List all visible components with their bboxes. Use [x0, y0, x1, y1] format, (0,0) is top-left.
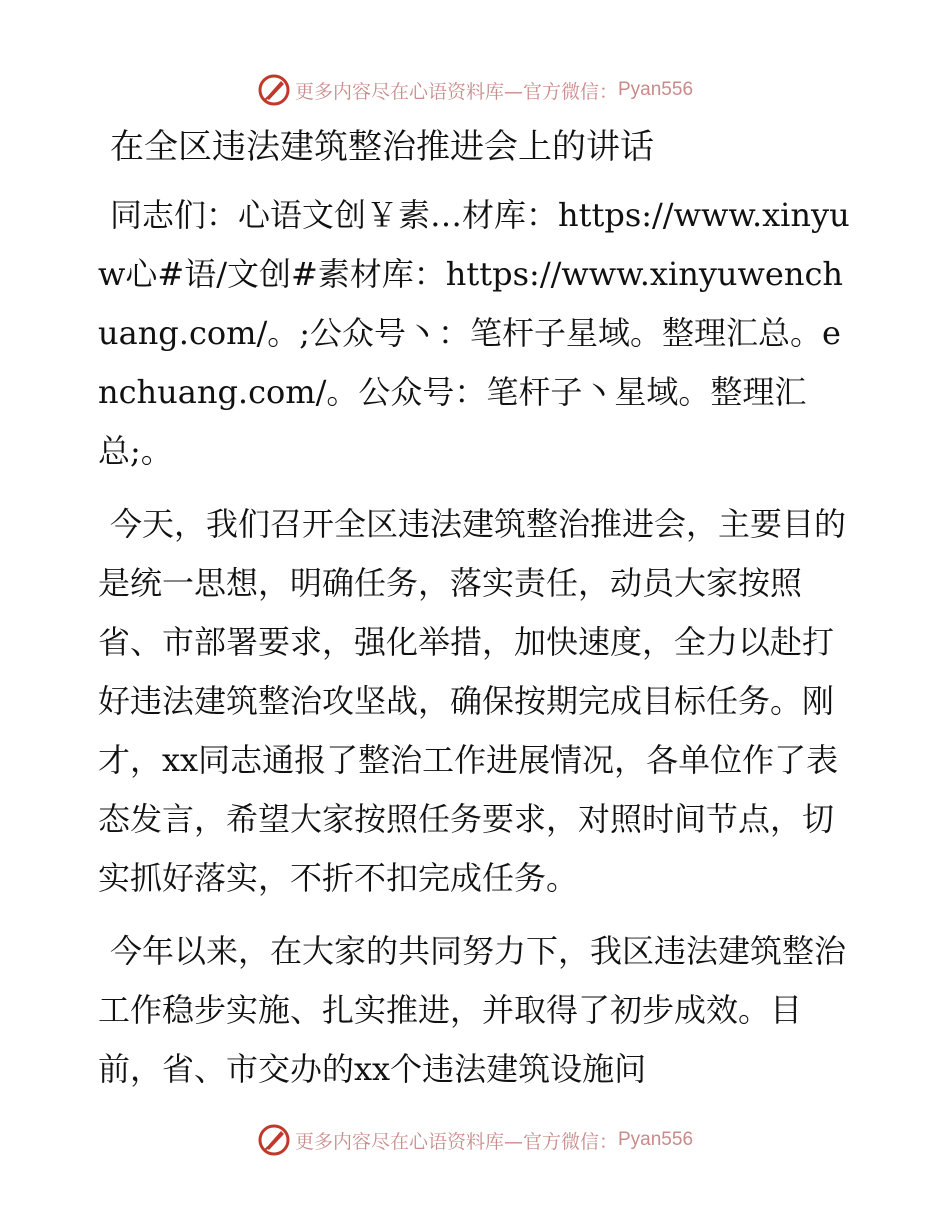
paragraph-progress: 今年以来，在大家的共同努力下，我区违法建筑整治工作稳步实施、扎实推进，并取得了初步成效。目前，省、市交办的xx个违法建筑设施问 [98, 932, 847, 1088]
paragraph-intro: 今天，我们召开全区违法建筑整治推进会，主要目的是统一思想，明确任务，落实责任，动员大家按照省、市部署要求，强化举措，加快速度，全力以赴打好违法建筑整治攻坚战，确保按期完成目标任务。刚才，xx同志通报了整治工作进展情况，各单位作了表态发言，希望大家按照任务要求，对照时间节点，切实抓好落实，不折不扣完成任务。 [98, 505, 847, 897]
banner-wechat-id: Pyan556 [618, 79, 694, 100]
footer-watermark-banner [0, 1120, 950, 1160]
banner-text: 更多内容尽在心语资料库—官方微信： [294, 80, 618, 103]
paragraph-greeting: 同志们：心语文创￥素…材库：https://www.xinyuw心#语/文创#素材库：https://www.xinyuwenchuang.com/。;公众号丶：笔杆子星域。整理汇总。enchuang.com/。公众号：笔杆子丶星域。整理汇总;。 [98, 196, 850, 470]
document-title: 在全区违法建筑整治推进会上的讲话 [110, 127, 654, 167]
document-body [98, 118, 858, 1113]
header-watermark-banner [0, 70, 950, 110]
feather-pen-icon [257, 1123, 291, 1157]
banner-wechat-id: Pyan556 [618, 1129, 694, 1150]
banner-text: 更多内容尽在心语资料库—官方微信： [294, 1130, 618, 1153]
feather-pen-icon [257, 73, 291, 107]
